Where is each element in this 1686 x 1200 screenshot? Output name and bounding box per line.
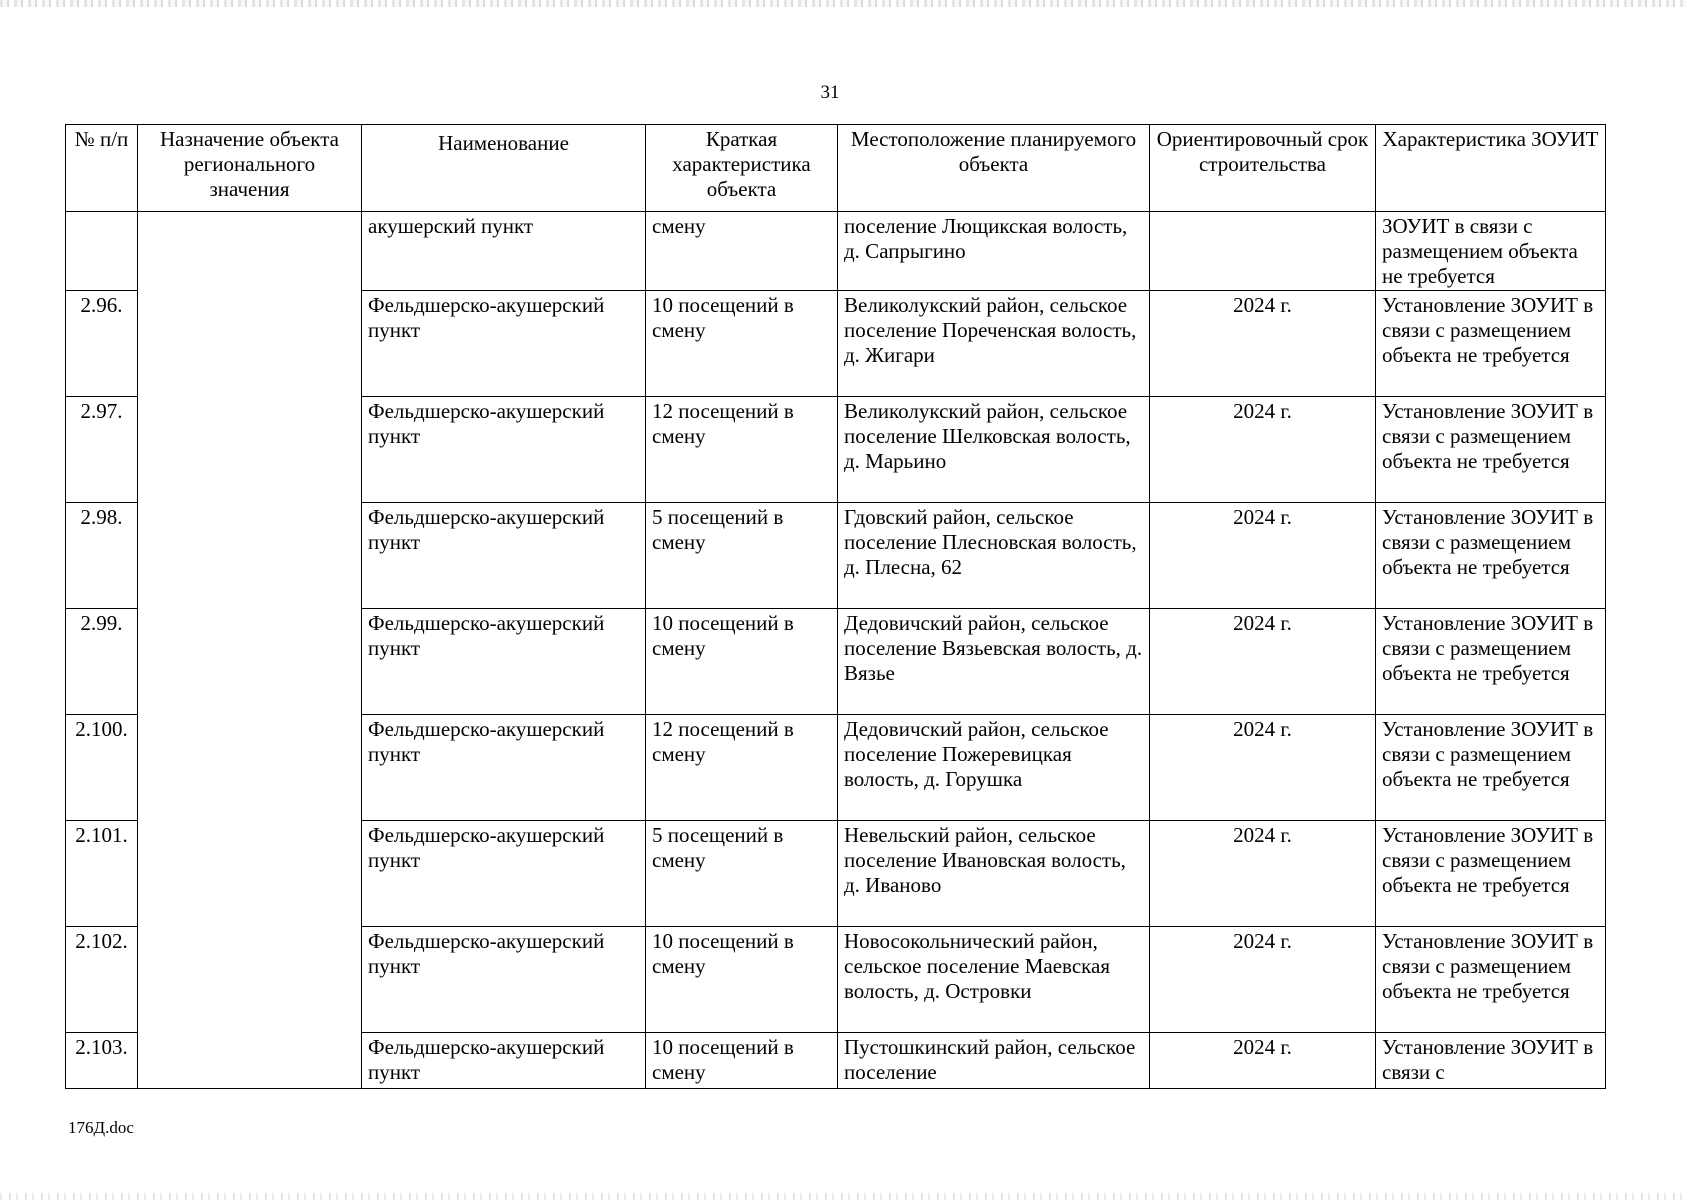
objects-table xyxy=(65,124,1606,1089)
cell-num xyxy=(66,212,138,291)
cell-location: Гдовский район, сельское поселение Плесновская волость, д. Плесна, 62 xyxy=(838,503,1150,609)
cell-name: Фельдшерско-акушерский пункт xyxy=(362,609,646,715)
cell-num: 2.101. xyxy=(66,821,138,927)
cell-capacity: 10 посещений в смену xyxy=(646,609,838,715)
header-num: № п/п xyxy=(66,125,138,212)
header-name: Наименование xyxy=(362,125,646,212)
cell-zouit: Установление ЗОУИТ в связи с размещением объекта не требуется xyxy=(1376,927,1606,1033)
table-header-row xyxy=(66,125,1606,212)
cell-name: Фельдшерско-акушерский пункт xyxy=(362,1033,646,1089)
cell-year: 2024 г. xyxy=(1150,609,1376,715)
cell-location: Великолукский район, сельское поселение Пореченская волость, д. Жигари xyxy=(838,291,1150,397)
table-row xyxy=(66,212,1606,291)
scan-edge-bottom xyxy=(0,1193,1686,1200)
scan-edge-top xyxy=(0,0,1686,7)
cell-year xyxy=(1150,212,1376,291)
cell-year: 2024 г. xyxy=(1150,1033,1376,1089)
cell-capacity: 10 посещений в смену xyxy=(646,291,838,397)
cell-num: 2.98. xyxy=(66,503,138,609)
cell-name: Фельдшерско-акушерский пункт xyxy=(362,397,646,503)
cell-zouit: Установление ЗОУИТ в связи с размещением объекта не требуется xyxy=(1376,291,1606,397)
cell-name: Фельдшерско-акушерский пункт xyxy=(362,503,646,609)
cell-location: Великолукский район, сельское поселение Шелковская волость, д. Марьино xyxy=(838,397,1150,503)
cell-name: Фельдшерско-акушерский пункт xyxy=(362,291,646,397)
cell-capacity: смену xyxy=(646,212,838,291)
cell-location: Невельский район, сельское поселение Ивановская волость, д. Иваново xyxy=(838,821,1150,927)
cell-num: 2.102. xyxy=(66,927,138,1033)
header-purpose: Назначение объекта регионального значения xyxy=(138,125,362,212)
cell-zouit: ЗОУИТ в связи с размещением объекта не требуется xyxy=(1376,212,1606,291)
cell-capacity: 5 посещений в смену xyxy=(646,503,838,609)
cell-num: 2.100. xyxy=(66,715,138,821)
cell-purpose xyxy=(138,212,362,1089)
header-zouit: Характеристика ЗОУИТ xyxy=(1376,125,1606,212)
page-number: 31 xyxy=(820,82,840,103)
cell-capacity: 12 посещений в смену xyxy=(646,715,838,821)
cell-capacity: 10 посещений в смену xyxy=(646,927,838,1033)
cell-year: 2024 г. xyxy=(1150,927,1376,1033)
cell-num: 2.97. xyxy=(66,397,138,503)
cell-location: Пустошкинский район, сельское поселение xyxy=(838,1033,1150,1089)
cell-name: Фельдшерско-акушерский пункт xyxy=(362,821,646,927)
cell-year: 2024 г. xyxy=(1150,397,1376,503)
cell-year: 2024 г. xyxy=(1150,503,1376,609)
cell-num: 2.103. xyxy=(66,1033,138,1089)
cell-zouit: Установление ЗОУИТ в связи с размещением объекта не требуется xyxy=(1376,715,1606,821)
cell-capacity: 10 посещений в смену xyxy=(646,1033,838,1089)
cell-year: 2024 г. xyxy=(1150,821,1376,927)
cell-location: Дедовичский район, сельское поселение Вязьевская волость, д. Вязье xyxy=(838,609,1150,715)
cell-year: 2024 г. xyxy=(1150,291,1376,397)
cell-zouit: Установление ЗОУИТ в связи с xyxy=(1376,1033,1606,1089)
cell-year: 2024 г. xyxy=(1150,715,1376,821)
cell-capacity: 5 посещений в смену xyxy=(646,821,838,927)
cell-num: 2.99. xyxy=(66,609,138,715)
cell-capacity: 12 посещений в смену xyxy=(646,397,838,503)
cell-zouit: Установление ЗОУИТ в связи с размещением объекта не требуется xyxy=(1376,503,1606,609)
cell-name: Фельдшерско-акушерский пункт xyxy=(362,927,646,1033)
cell-zouit: Установление ЗОУИТ в связи с размещением объекта не требуется xyxy=(1376,609,1606,715)
cell-location: Новосокольнический район, сельское поселение Маевская волость, д. Островки xyxy=(838,927,1150,1033)
cell-zouit: Установление ЗОУИТ в связи с размещением объекта не требуется xyxy=(1376,397,1606,503)
header-term: Ориентировочный срок строительства xyxy=(1150,125,1376,212)
cell-num: 2.96. xyxy=(66,291,138,397)
header-characteristic: Краткая характеристика объекта xyxy=(646,125,838,212)
cell-location: Дедовичский район, сельское поселение Пожеревицкая волость, д. Горушка xyxy=(838,715,1150,821)
cell-location: поселение Лющикская волость, д. Сапрыгино xyxy=(838,212,1150,291)
header-location: Местоположение планируемого объекта xyxy=(838,125,1150,212)
cell-name: Фельдшерско-акушерский пункт xyxy=(362,715,646,821)
cell-zouit: Установление ЗОУИТ в связи с размещением объекта не требуется xyxy=(1376,821,1606,927)
footer-file-name: 176Д.doc xyxy=(68,1118,134,1137)
cell-name: акушерский пункт xyxy=(362,212,646,291)
